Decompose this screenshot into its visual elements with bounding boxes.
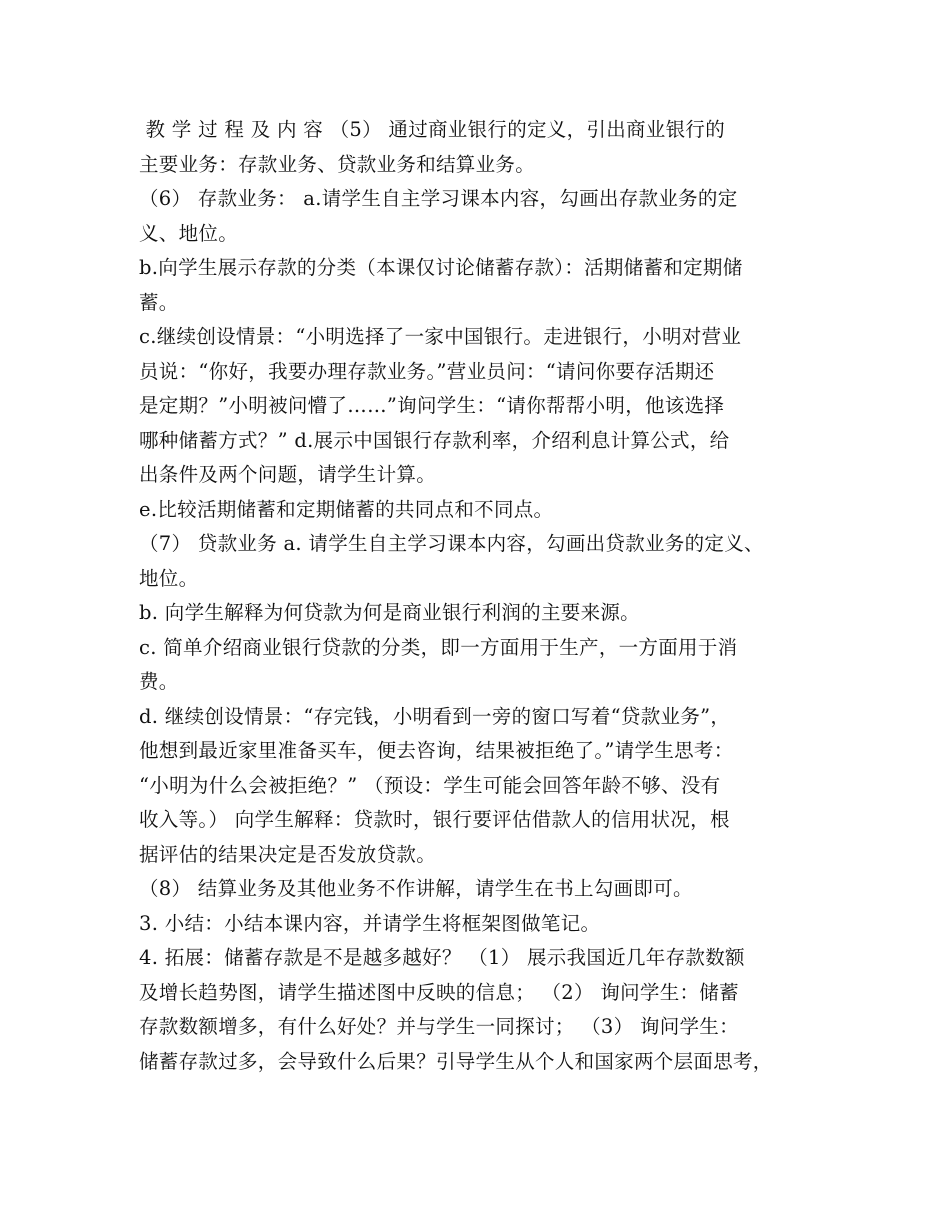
body-text <box>139 113 839 1079</box>
text-line: 存款数额增多，有什么好处？并与学生一同探讨； （3） 询问学生： <box>139 1015 739 1038</box>
text-line: （7） 贷款业务 a. 请学生自主学习课本内容，勾画出贷款业务的定义、 <box>139 532 764 555</box>
text-line: 4. 拓展：储蓄存款是不是越多越好？ （1） 展示我国近几年存款数额 <box>139 946 745 969</box>
text-line: “小明为什么会被拒绝？” （预设：学生可能会回答年龄不够、没有 <box>139 773 721 797</box>
text-line: c.继续创设情景：“小明选择了一家中国银行。走进银行，小明对营业 <box>139 325 742 348</box>
text-line: 员说：“你好，我要办理存款业务。”营业员问：“请问你要存活期还 <box>139 359 715 383</box>
text-line: e.比较活期储蓄和定期储蓄的共同点和不同点。 <box>139 497 554 521</box>
text-line: 义、地位。 <box>139 221 239 245</box>
text-line: 蓄。 <box>139 290 179 314</box>
text-line: 哪种储蓄方式？” d.展示中国银行存款利率，介绍利息计算公式，给 <box>139 428 730 452</box>
text-line: 出条件及两个问题，请学生计算。 <box>139 463 437 486</box>
text-line: 收入等。） 向学生解释：贷款时，银行要评估借款人的信用状况，根 <box>139 808 730 831</box>
text-line: 储蓄存款过多，会导致什么后果？引导学生从个人和国家两个层面思考， <box>139 1049 773 1073</box>
text-line: 据评估的结果决定是否发放贷款。 <box>139 842 437 866</box>
text-line: 教 学 过 程 及 内 容 （5） 通过商业银行的定义，引出商业银行的 <box>139 118 725 141</box>
text-line: 主要业务：存款业务、贷款业务和结算业务。 <box>139 152 536 176</box>
text-line: 是定期？”小明被问懵了……”询问学生：“请你帮帮小明，他该选择 <box>139 394 725 417</box>
text-line: b. 向学生解释为何贷款为何是商业银行利润的主要来源。 <box>139 601 640 624</box>
text-line: （8） 结算业务及其他业务不作讲解，请学生在书上勾画即可。 <box>139 877 693 900</box>
text-line: c. 简单介绍商业银行贷款的分类，即一方面用于生产，一方面用于消 <box>139 635 738 659</box>
text-line: 3. 小结：小结本课内容，并请学生将框架图做笔记。 <box>139 911 601 935</box>
text-line: （6） 存款业务： a.请学生自主学习课本内容，勾画出存款业务的定 <box>139 187 738 210</box>
text-line: 地位。 <box>139 566 199 590</box>
text-line: 他想到最近家里准备买车，便去咨询，结果被拒绝了。”请学生思考： <box>139 739 734 762</box>
text-line: 费。 <box>139 670 179 693</box>
text-line: d. 继续创设情景：“存完钱，小明看到一旁的窗口写着“贷款业务”， <box>139 704 731 728</box>
text-line: 及增长趋势图，请学生描述图中反映的信息； （2） 询问学生：储蓄 <box>139 980 739 1004</box>
text-line: b.向学生展示存款的分类（本课仅讨论储蓄存款）：活期储蓄和定期储 <box>139 256 743 279</box>
